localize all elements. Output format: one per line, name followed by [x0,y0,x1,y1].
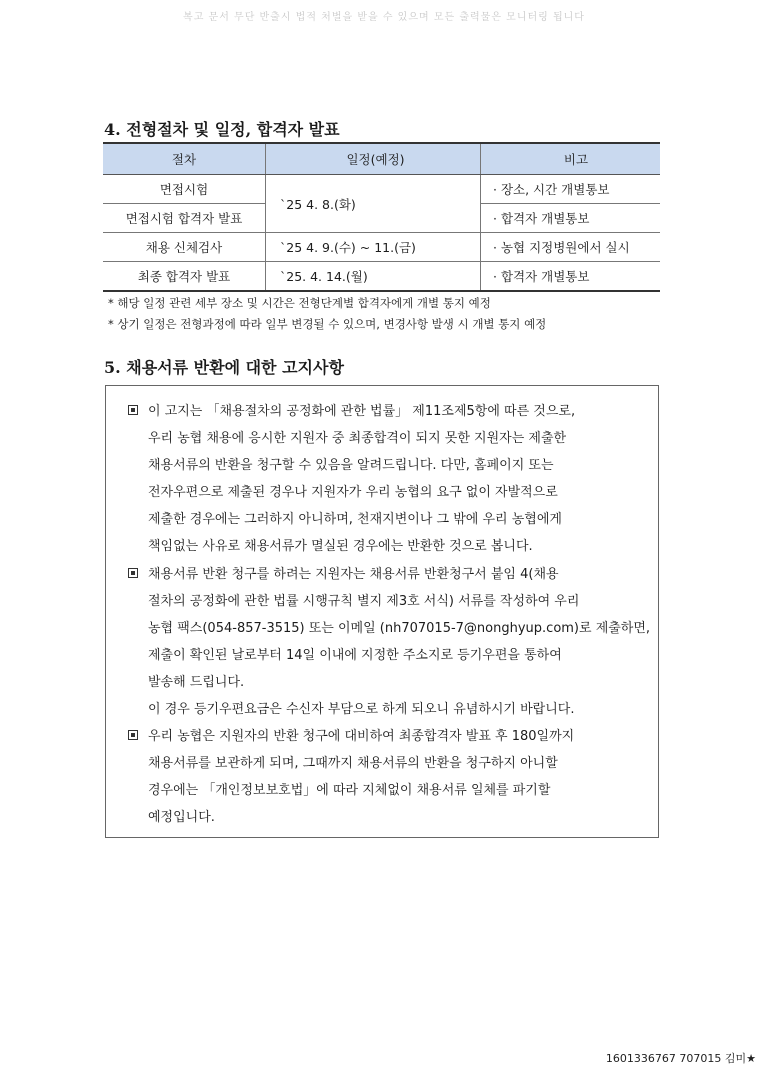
paragraph-line: 채용서류 반환 청구를 하려는 지원자는 채용서류 반환청구서 붙임 4(채용 [148,567,559,582]
square-bullet-icon [128,568,138,578]
cell-step: 면접시험 [103,175,266,204]
table-header-row [103,143,660,175]
notice-paragraph [128,723,648,831]
cell-note: · 농협 지정병원에서 실시 [481,233,661,262]
notice-box [105,385,659,838]
schedule-notes [108,293,546,335]
square-bullet-icon [128,730,138,740]
paragraph-line: 전자우편으로 제출된 경우나 지원자가 우리 농협의 요구 없이 자발적으로 [148,485,558,500]
notice-paragraph [128,398,648,560]
column-header-schedule: 일정(예정) [266,143,481,175]
paragraph-line: 이 고지는 「채용절차의 공정화에 관한 법률」 제11조제5항에 따른 것으로, [148,404,576,419]
document-footer-id: 1601336767 707015 김미★ [605,1052,756,1065]
paragraph-line: 채용서류의 반환을 청구할 수 있음을 알려드립니다. 다만, 홈페이지 또는 [148,458,554,473]
notice-paragraph [128,561,651,723]
paragraph-line: 절차의 공정화에 관한 법률 시행규칙 별지 제3호 서식) 서류를 작성하여 우리 [148,594,580,609]
paragraph-line: 제출이 확인된 날로부터 14일 이내에 지정한 주소지로 등기우편을 통하여 [148,648,562,663]
paragraph-line: 우리 농협은 지원자의 반환 청구에 대비하여 최종합격자 발표 후 180일까지 [148,729,575,744]
paragraph-line: 예정입니다. [148,810,215,825]
paragraph-line: 발송해 드립니다. [148,675,245,690]
paragraph-line: 경우에는 「개인정보보호법」에 따라 지체없이 채용서류 일체를 파기할 [148,783,551,798]
section-5-title: 5. 채용서류 반환에 대한 고지사항 [104,358,344,377]
cell-step: 최종 합격자 발표 [103,262,266,292]
header-notice: 복고 문서 무단 반출시 법적 처벌을 받을 수 있으며 모든 출력물은 모니터링 됩니다 [183,12,585,23]
cell-note: · 합격자 개별통보 [481,204,661,233]
paragraph-line: 채용서류를 보관하게 되며, 그때까지 채용서류의 반환을 청구하지 아니할 [148,756,558,771]
note-line: * 상기 일정은 전형과정에 따라 일부 변경될 수 있으며, 변경사항 발생 시 개별 통지 예정 [108,317,547,331]
section-4-title: 4. 전형절차 및 일정, 합격자 발표 [104,120,340,139]
cell-schedule: `25 4. 9.(수) ~ 11.(금) [266,233,481,262]
cell-note: · 장소, 시간 개별통보 [481,175,661,204]
schedule-table [103,142,660,292]
cell-step: 면접시험 합격자 발표 [103,204,266,233]
cell-note: · 합격자 개별통보 [481,262,661,292]
table-row [103,262,660,292]
cell-step: 채용 신체검사 [103,233,266,262]
paragraph-line: 이 경우 등기우편요금은 수신자 부담으로 하게 되오니 유념하시기 바랍니다. [148,702,575,717]
table-row [103,175,660,204]
table-row [103,233,660,262]
paragraph-line: 책임없는 사유로 채용서류가 멸실된 경우에는 반환한 것으로 봅니다. [148,539,533,554]
square-bullet-icon [128,405,138,415]
column-header-step: 절차 [103,143,266,175]
column-header-note: 비고 [481,143,661,175]
paragraph-line: 농협 팩스(054-857-3515) 또는 이메일 (nh707015-7@nonghyup.com)로 제출하면, [148,621,651,636]
note-line: * 해당 일정 관련 세부 장소 및 시간은 전형단계별 합격자에게 개별 통지 예정 [108,296,491,310]
paragraph-line: 제출한 경우에는 그러하지 아니하며, 천재지변이나 그 밖에 우리 농협에게 [148,512,562,527]
paragraph-line: 우리 농협 채용에 응시한 지원자 중 최종합격이 되지 못한 지원자는 제출한 [148,431,567,446]
cell-schedule: `25. 4. 14.(월) [266,262,481,292]
cell-schedule: `25 4. 8.(화) [266,175,481,233]
